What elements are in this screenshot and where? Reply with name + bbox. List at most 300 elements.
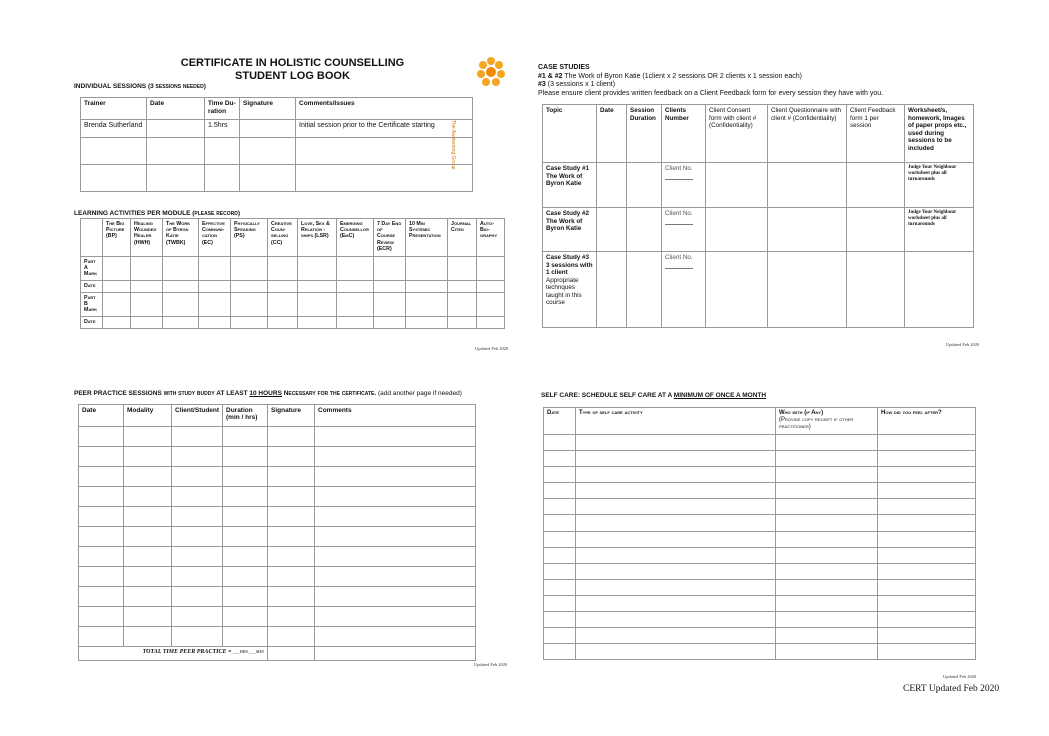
logo-text: The Awakening Group	[450, 120, 456, 170]
updated-note: Updated Feb 2020	[475, 346, 509, 351]
mark-cell[interactable]	[337, 316, 374, 328]
table-cell[interactable]	[544, 531, 576, 547]
table-row	[544, 531, 976, 547]
table-cell[interactable]	[878, 435, 976, 451]
mark-cell[interactable]	[103, 280, 131, 292]
table-cell[interactable]	[79, 447, 124, 467]
table-cell[interactable]	[172, 487, 223, 507]
mark-cell[interactable]	[163, 280, 199, 292]
table-cell[interactable]	[576, 467, 776, 483]
table-cell[interactable]	[576, 579, 776, 595]
header-comments: Comments	[315, 405, 476, 427]
updated-note: Updated Feb 2020	[943, 674, 977, 679]
table-cell[interactable]	[544, 467, 576, 483]
table-cell[interactable]	[878, 547, 976, 563]
table-row	[79, 467, 476, 487]
table-cell[interactable]	[268, 567, 315, 587]
table-cell[interactable]	[776, 515, 878, 531]
case-study-2-topic: Case Study #2 The Work of Byron Katie	[543, 208, 597, 252]
worksheet-note	[905, 252, 974, 328]
mark-cell[interactable]	[337, 280, 374, 292]
table-cell[interactable]	[147, 138, 205, 165]
table-cell[interactable]	[847, 163, 905, 208]
table-cell[interactable]	[576, 644, 776, 660]
table-row	[79, 487, 476, 507]
table-cell[interactable]	[172, 447, 223, 467]
mark-cell[interactable]	[374, 280, 406, 292]
table-cell[interactable]	[776, 499, 878, 515]
table-cell[interactable]	[223, 427, 268, 447]
table-cell[interactable]	[878, 628, 976, 644]
table-cell[interactable]	[544, 595, 576, 611]
table-cell[interactable]	[544, 612, 576, 628]
client-number-cell[interactable]: Client No.	[662, 252, 706, 328]
table-cell[interactable]	[79, 607, 124, 627]
table-cell[interactable]	[124, 467, 172, 487]
table-cell[interactable]	[147, 165, 205, 192]
table-cell[interactable]	[847, 208, 905, 252]
mark-cell[interactable]	[448, 292, 477, 316]
header-duration: Duration (min / hrs)	[223, 405, 268, 427]
mark-cell[interactable]	[406, 257, 448, 281]
table-cell[interactable]	[878, 563, 976, 579]
table-cell[interactable]	[172, 627, 223, 647]
table-cell[interactable]	[878, 579, 976, 595]
table-cell[interactable]	[315, 467, 476, 487]
table-cell[interactable]	[706, 163, 768, 208]
self-care-rows	[544, 435, 976, 660]
table-cell[interactable]	[124, 447, 172, 467]
table-cell[interactable]	[268, 507, 315, 527]
table-cell[interactable]	[776, 451, 878, 467]
table-cell[interactable]	[776, 628, 878, 644]
mark-cell[interactable]	[199, 316, 231, 328]
table-cell[interactable]	[776, 467, 878, 483]
table-cell[interactable]	[315, 627, 476, 647]
mark-cell[interactable]	[374, 257, 406, 281]
header-client-feedback: Client Feedback form 1 per session	[847, 105, 905, 163]
table-cell[interactable]	[597, 252, 627, 328]
mark-cell[interactable]	[231, 257, 268, 281]
header-healing-wounded-healer: Healing Wounded Healer (HWH)	[131, 219, 163, 257]
table-cell[interactable]	[223, 587, 268, 607]
table-cell[interactable]	[124, 607, 172, 627]
mark-cell[interactable]	[131, 257, 163, 281]
table-row	[79, 627, 476, 647]
table-cell[interactable]	[172, 567, 223, 587]
table-cell[interactable]	[124, 567, 172, 587]
table-cell[interactable]	[268, 487, 315, 507]
updated-note: Updated Feb 2020	[946, 342, 980, 347]
mark-cell[interactable]	[103, 257, 131, 281]
mark-cell[interactable]	[477, 280, 505, 292]
table-cell[interactable]	[268, 587, 315, 607]
table-cell[interactable]	[223, 607, 268, 627]
table-cell[interactable]	[576, 515, 776, 531]
table-cell[interactable]	[706, 252, 768, 328]
table-cell[interactable]	[223, 547, 268, 567]
table-row	[544, 467, 976, 483]
table-cell[interactable]: 1.5hrs	[205, 120, 240, 138]
header-feeling-after: How did you feel after?	[878, 408, 976, 435]
table-cell[interactable]	[544, 451, 576, 467]
table-cell[interactable]	[544, 563, 576, 579]
table-row	[544, 451, 976, 467]
table-cell[interactable]	[268, 427, 315, 447]
table-cell[interactable]	[79, 527, 124, 547]
mark-cell[interactable]	[131, 292, 163, 316]
table-cell[interactable]	[576, 612, 776, 628]
table-cell[interactable]	[878, 595, 976, 611]
table-row	[79, 447, 476, 467]
peer-practice-heading: PEER PRACTICE SESSIONS with study buddy AT LEAST 10 HOURS Necessary for the certificate. (add another page if needed)	[74, 390, 462, 397]
table-cell[interactable]	[576, 628, 776, 644]
mark-cell[interactable]	[298, 280, 337, 292]
table-cell[interactable]	[268, 447, 315, 467]
table-cell[interactable]	[544, 435, 576, 451]
table-cell[interactable]: Brenda Sutherland	[81, 120, 147, 138]
table-cell[interactable]	[315, 427, 476, 447]
table-cell[interactable]	[79, 567, 124, 587]
table-cell[interactable]	[268, 527, 315, 547]
header-modality: Modality	[124, 405, 172, 427]
table-cell[interactable]	[147, 120, 205, 138]
table-cell[interactable]	[315, 607, 476, 627]
header-time-duration: Time Du-ration	[205, 98, 240, 120]
table-cell[interactable]	[268, 467, 315, 487]
table-cell[interactable]	[172, 427, 223, 447]
table-cell[interactable]	[223, 507, 268, 527]
header-client-questionnaire: Client Questionnaire with client # (Confidentiality)	[768, 105, 847, 163]
table-cell[interactable]	[79, 547, 124, 567]
table-cell[interactable]	[205, 165, 240, 192]
table-cell[interactable]	[79, 427, 124, 447]
mark-cell[interactable]	[406, 316, 448, 328]
mark-cell[interactable]	[406, 280, 448, 292]
header-date: Date	[79, 405, 124, 427]
header-date: Date	[147, 98, 205, 120]
header-who-with: Who with (if Any) (Provide copy receipt if other practitioner)	[776, 408, 878, 435]
table-row	[79, 607, 476, 627]
table-cell[interactable]	[79, 507, 124, 527]
self-care-heading: SELF CARE: SCHEDULE SELF CARE AT A MINIMUM OF ONCE A MONTH	[541, 392, 767, 399]
row-label-part-a-mark: Part A Mark	[81, 257, 103, 281]
header-systemic-presentation: 10 Min Systemic Presentation	[406, 219, 448, 257]
table-cell[interactable]	[79, 467, 124, 487]
header-emerging-counsellor: Emerging Counsellor (EmC)	[337, 219, 374, 257]
table-row	[544, 628, 976, 644]
client-number-cell[interactable]: Client No.	[662, 208, 706, 252]
table-cell[interactable]	[768, 252, 847, 328]
table-cell[interactable]	[544, 499, 576, 515]
mark-cell[interactable]	[448, 257, 477, 281]
table-cell[interactable]	[576, 563, 776, 579]
table-cell[interactable]	[296, 138, 473, 165]
table-cell[interactable]: Initial session prior to the Certificate starting	[296, 120, 473, 138]
table-cell[interactable]	[124, 427, 172, 447]
table-cell[interactable]	[172, 467, 223, 487]
mark-cell[interactable]	[374, 316, 406, 328]
table-cell[interactable]	[315, 527, 476, 547]
table-cell[interactable]	[240, 120, 296, 138]
mark-cell[interactable]	[268, 257, 298, 281]
mark-cell[interactable]	[477, 292, 505, 316]
case-studies-line-2: #3 (3 sessions x 1 client)	[538, 81, 616, 88]
mark-cell[interactable]	[231, 280, 268, 292]
table-cell[interactable]	[79, 587, 124, 607]
table-cell[interactable]	[776, 579, 878, 595]
table-row	[544, 547, 976, 563]
table-row	[544, 644, 976, 660]
table-cell[interactable]	[124, 587, 172, 607]
row-label-date: Date	[81, 280, 103, 292]
mark-cell[interactable]	[163, 316, 199, 328]
mark-cell[interactable]	[268, 280, 298, 292]
table-cell[interactable]	[627, 163, 662, 208]
table-cell[interactable]	[776, 563, 878, 579]
learning-activities-heading: LEARNING ACTIVITIES PER MODULE (please record)	[74, 210, 241, 217]
table-cell[interactable]	[768, 163, 847, 208]
case-studies-table	[542, 104, 974, 328]
table-cell[interactable]	[124, 487, 172, 507]
table-row	[79, 587, 476, 607]
table-cell[interactable]	[544, 628, 576, 644]
mark-cell[interactable]	[131, 280, 163, 292]
table-row	[544, 435, 976, 451]
table-cell[interactable]	[627, 252, 662, 328]
header-topic: Topic	[543, 105, 597, 163]
row-label-date: Date	[81, 316, 103, 328]
header-effective-communication: Effective Communi-cation (EC)	[199, 219, 231, 257]
table-row	[79, 547, 476, 567]
table-cell[interactable]	[315, 507, 476, 527]
self-care-table	[543, 407, 976, 660]
header-worksheets: Worksheet/s, homework, Images of paper props etc., used during sessions to be included	[905, 105, 974, 163]
worksheet-note: Judge Your Neighbour worksheet plus all turnarounds	[905, 163, 974, 208]
footer-note: CERT Updated Feb 2020	[903, 684, 1000, 694]
mark-cell[interactable]	[448, 280, 477, 292]
individual-sessions-table	[80, 97, 473, 192]
table-cell[interactable]	[597, 163, 627, 208]
table-cell[interactable]	[240, 165, 296, 192]
table-cell[interactable]	[576, 547, 776, 563]
table-cell[interactable]	[79, 487, 124, 507]
table-cell[interactable]	[81, 138, 147, 165]
table-cell[interactable]	[223, 487, 268, 507]
table-cell[interactable]	[878, 531, 976, 547]
table-cell[interactable]	[878, 467, 976, 483]
table-row	[544, 579, 976, 595]
table-cell[interactable]	[124, 527, 172, 547]
mark-cell[interactable]	[163, 292, 199, 316]
table-cell[interactable]	[627, 208, 662, 252]
certificate-title: CERTIFICATE IN HOLISTIC COUNSELLING	[180, 57, 405, 69]
table-cell[interactable]	[205, 138, 240, 165]
peer-practice-table	[78, 404, 476, 661]
header-work-of-byron-katie: The Work of Byron Katie (TWBK)	[163, 219, 199, 257]
table-cell[interactable]	[847, 252, 905, 328]
updated-note: Updated Feb 2020	[474, 662, 508, 667]
table-cell[interactable]	[776, 644, 878, 660]
table-cell[interactable]	[172, 507, 223, 527]
header-creative-counselling: Creative Coun-selling (CC)	[268, 219, 298, 257]
header-session-duration: Session Duration	[627, 105, 662, 163]
table-row	[544, 499, 976, 515]
table-cell[interactable]	[544, 483, 576, 499]
header-love-sex-relationships: Love, Sex & Relation -ships (LSR)	[298, 219, 337, 257]
table-cell[interactable]	[315, 487, 476, 507]
mark-cell[interactable]	[298, 257, 337, 281]
logbook-title: STUDENT LOG BOOK	[235, 70, 350, 82]
mark-cell[interactable]	[337, 257, 374, 281]
table-cell[interactable]	[776, 612, 878, 628]
header-physically-speaking: Physically Speaking (PS)	[231, 219, 268, 257]
header-activity-type: Type of self care activity	[576, 408, 776, 435]
table-cell[interactable]	[576, 595, 776, 611]
table-cell[interactable]	[576, 483, 776, 499]
case-study-1-topic: Case Study #1 The Work of Byron Katie	[543, 163, 597, 208]
table-cell[interactable]	[124, 547, 172, 567]
table-cell[interactable]	[124, 507, 172, 527]
worksheet-note: Judge Your Neighbour worksheet plus all turnarounds	[905, 208, 974, 252]
table-cell[interactable]	[544, 579, 576, 595]
table-cell[interactable]	[878, 612, 976, 628]
header-autobiography: Auto-Bio-graphy	[477, 219, 505, 257]
individual-sessions-heading: INDIVIDUAL SESSIONS (3 sessions needed)	[74, 83, 206, 90]
header-journal-cited: Journal Cited	[448, 219, 477, 257]
mark-cell[interactable]	[268, 292, 298, 316]
table-row	[79, 527, 476, 547]
mark-cell[interactable]	[448, 316, 477, 328]
mark-cell[interactable]	[298, 316, 337, 328]
mark-cell[interactable]	[268, 316, 298, 328]
table-cell[interactable]	[315, 567, 476, 587]
mark-cell[interactable]	[199, 292, 231, 316]
case-studies-line-3: Please ensure client provides written feedback on a Client Feedback form for every session they have with you.	[538, 89, 884, 97]
table-cell[interactable]	[576, 531, 776, 547]
table-cell[interactable]	[878, 515, 976, 531]
table-cell[interactable]	[268, 627, 315, 647]
table-cell[interactable]	[576, 451, 776, 467]
table-row	[544, 515, 976, 531]
table-cell[interactable]	[172, 607, 223, 627]
table-cell[interactable]	[223, 627, 268, 647]
mark-cell[interactable]	[163, 257, 199, 281]
mark-cell[interactable]	[231, 292, 268, 316]
case-studies-intro	[538, 64, 938, 98]
table-cell[interactable]	[776, 595, 878, 611]
table-cell[interactable]	[172, 587, 223, 607]
table-cell[interactable]	[576, 435, 776, 451]
header-signature: Signature	[240, 98, 296, 120]
table-cell[interactable]	[776, 547, 878, 563]
table-cell[interactable]	[315, 547, 476, 567]
table-cell[interactable]	[597, 208, 627, 252]
table-cell[interactable]	[776, 435, 878, 451]
table-cell[interactable]	[776, 531, 878, 547]
mark-cell[interactable]	[298, 292, 337, 316]
table-cell[interactable]	[768, 208, 847, 252]
mark-cell[interactable]	[199, 280, 231, 292]
case-study-3-topic: Case Study #3 3 sessions with 1 client Appropriate technques taught in this course	[543, 252, 597, 328]
mark-cell[interactable]	[131, 316, 163, 328]
table-cell[interactable]	[576, 499, 776, 515]
row-label-part-b-mark: Part B Mark	[81, 292, 103, 316]
table-cell[interactable]	[172, 527, 223, 547]
header-client-student: Client/Student	[172, 405, 223, 427]
learning-activities-table	[80, 218, 505, 329]
header-client-consent: Client Consent form with client # (Confidentiality)	[706, 105, 768, 163]
table-cell[interactable]	[315, 587, 476, 607]
case-studies-line-1: #1 & #2 The Work of Byron Katie (1client x 2 sessions OR 2 clients x 1 session each)	[538, 72, 802, 80]
table-row	[79, 427, 476, 447]
header-end-of-course-review: 7 Day End of Course Review (ECR)	[374, 219, 406, 257]
table-row	[79, 507, 476, 527]
table-cell[interactable]	[268, 607, 315, 627]
mark-cell[interactable]	[103, 292, 131, 316]
case-studies-heading: CASE STUDIES	[538, 64, 590, 71]
client-number-cell[interactable]: Client No.	[662, 163, 706, 208]
peer-practice-rows	[79, 427, 476, 647]
table-cell[interactable]	[315, 447, 476, 467]
header-comments: Comments/Issues	[296, 98, 473, 120]
mark-cell[interactable]	[199, 257, 231, 281]
table-cell[interactable]	[544, 515, 576, 531]
table-cell[interactable]	[268, 647, 315, 661]
table-cell[interactable]	[240, 138, 296, 165]
table-cell[interactable]	[81, 165, 147, 192]
table-cell[interactable]	[223, 467, 268, 487]
table-row	[544, 595, 976, 611]
table-row	[544, 612, 976, 628]
table-cell[interactable]	[296, 165, 473, 192]
table-row	[544, 483, 976, 499]
table-cell[interactable]	[223, 567, 268, 587]
blank-corner	[81, 219, 103, 257]
mark-cell[interactable]	[477, 316, 505, 328]
header-trainer: Trainer	[81, 98, 147, 120]
table-cell[interactable]	[315, 647, 476, 661]
total-peer-practice: TOTAL TIME PEER PRACTICE = ___HRS.___MIN	[79, 647, 268, 661]
table-cell[interactable]	[776, 483, 878, 499]
table-cell[interactable]	[223, 527, 268, 547]
mark-cell[interactable]	[406, 292, 448, 316]
table-row	[544, 563, 976, 579]
mark-cell[interactable]	[477, 257, 505, 281]
header-date: Date	[597, 105, 627, 163]
table-cell[interactable]	[878, 644, 976, 660]
mark-cell[interactable]	[103, 316, 131, 328]
mark-cell[interactable]	[337, 292, 374, 316]
table-cell[interactable]	[878, 483, 976, 499]
awakening-group-logo-icon	[472, 54, 510, 90]
header-big-picture: The Big Picture (BP)	[103, 219, 131, 257]
table-cell[interactable]	[544, 547, 576, 563]
table-cell[interactable]	[172, 547, 223, 567]
table-row	[79, 567, 476, 587]
mark-cell[interactable]	[374, 292, 406, 316]
table-cell[interactable]	[223, 447, 268, 467]
mark-cell[interactable]	[231, 316, 268, 328]
table-cell[interactable]	[878, 451, 976, 467]
table-cell[interactable]	[268, 547, 315, 567]
table-cell[interactable]	[878, 499, 976, 515]
table-cell[interactable]	[706, 208, 768, 252]
table-cell[interactable]	[124, 627, 172, 647]
table-cell[interactable]	[544, 644, 576, 660]
header-signature: Signature	[268, 405, 315, 427]
table-cell[interactable]	[79, 627, 124, 647]
